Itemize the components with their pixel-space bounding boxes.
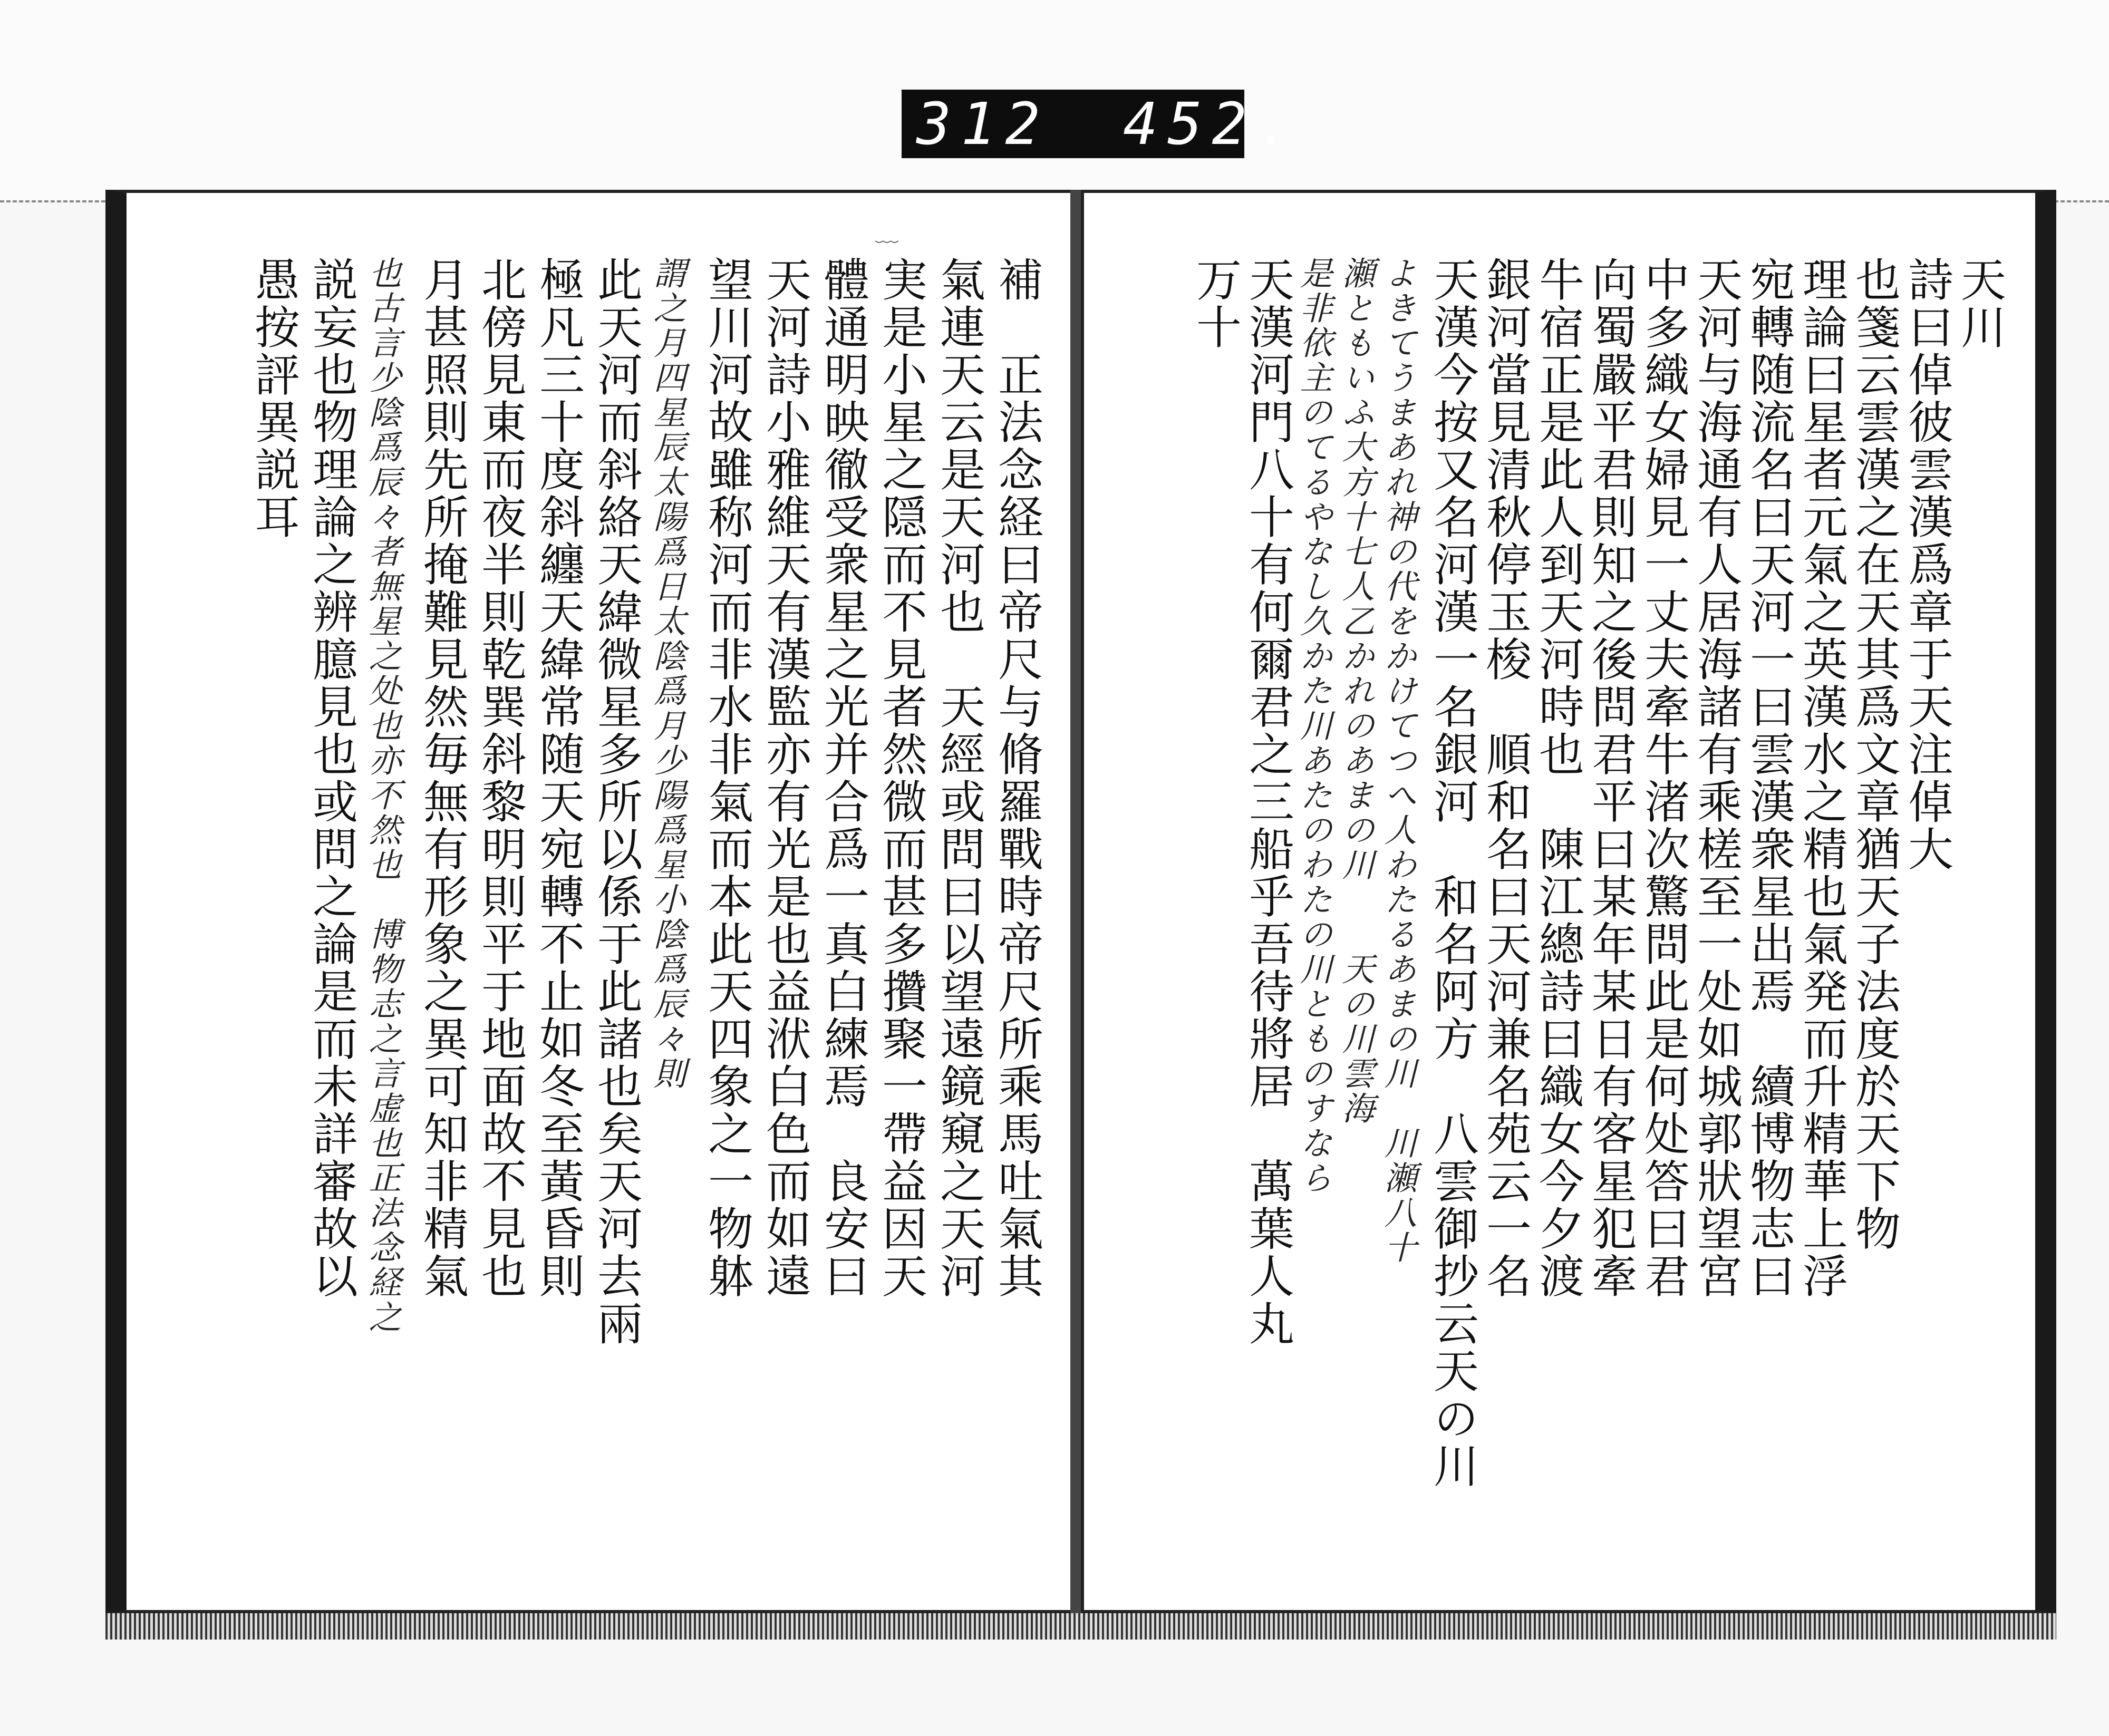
text-column: 理論曰星者元氣之英漢水之精也氣発而升精華上浮 (1795, 256, 1847, 1300)
right-page (1081, 190, 2056, 1613)
text-column: 愚按評異説耳 (247, 256, 299, 541)
archive-number-left: 312 (916, 90, 1050, 158)
text-column: 天河与海通有人居海諸有乘槎至一处如城郭狀望宮 (1689, 256, 1742, 1300)
text-column: 也古言少陰爲辰々者無星之处也亦不然也 博物志之言虚也正法念経之 (363, 256, 402, 1335)
text-column: 此天河而斜絡天緯微星多所以係于此諸也矣天河去兩 (589, 256, 642, 1347)
text-column: 詩曰倬彼雲漢爲章于天注倬大 (1900, 256, 1953, 873)
text-column: 極凡三十度斜纏天緯常随天宛轉不止如冬至黃昏則 (531, 256, 584, 1300)
text-column: 月甚照則先所掩難見然毎無有形象之異可知非精氣 (415, 256, 468, 1300)
text-column: 謂之月四星辰太陽爲日太陰爲月少陽爲星小陰爲辰々則 (648, 256, 686, 1091)
page-edges (105, 1613, 2056, 1640)
left-page (105, 190, 1076, 1613)
archive-number-right: 452. (1123, 90, 1301, 158)
archive-label (902, 90, 1301, 158)
text-column: 天河詩小雅維天有漢監亦有光是也益洑白色而如遠 (758, 256, 811, 1300)
text-column: 瀬ともいふ大方十七人乙かれのあまの川 天の川雲海 (1337, 256, 1375, 1126)
text-column: 中多織女婦見一丈夫牽牛渚次驚問此是何处答曰君 (1637, 256, 1689, 1300)
text-column: 也箋云雲漢之在天其爲文章猶天子法度於天下物 (1847, 256, 1900, 1253)
open-book (105, 190, 2056, 1640)
text-column: よきてうまあれ神の代をかけてつへ人わたるあまの川 川瀬八十 (1379, 256, 1417, 1265)
text-column: 銀河當見清秋停玉梭 順和名曰天河兼名苑云一名 (1478, 256, 1531, 1300)
text-column: 補 正法念経曰帝尺与脩羅戰時帝尺所乘馬吐氣其 (990, 256, 1043, 1300)
text-column: 是非依主のてるやなし久かた川あたのわたの川とものすなら (1294, 256, 1333, 1196)
text-column: 天漢今按又名河漢一名銀河 和名阿方 八雲御抄云天の川 (1426, 256, 1478, 1490)
text-column: 氣連天云是天河也 天經或問曰以望遠鏡窺之天河 (932, 256, 985, 1300)
text-column: 説妄也物理論之辨臆見也或問之論是而未詳審故以 (305, 256, 357, 1300)
text-column: 天漢河門八十有何爾君之三船乎吾待將居 萬葉人丸 (1241, 256, 1294, 1347)
text-column: 万十 (1188, 256, 1241, 351)
text-column: 北傍見東而夜半則乾巽斜黎明則平于地面故不見也 (473, 256, 526, 1300)
text-column: 宛轉随流名曰天河一曰雲漢衆星出焉 續博物志曰 (1742, 256, 1795, 1300)
text-column: 天川 (1953, 256, 2006, 351)
text-column: 向蜀嚴平君則知之後問君平曰某年某日有客星犯牽 (1584, 256, 1637, 1300)
text-column: 牛宿正是此人到天河時也 陳江總詩曰織女今夕渡 (1531, 256, 1584, 1300)
text-column: 望川河故雖称河而非水非氣而本此天四象之一物躰 (700, 256, 753, 1300)
page-mark: ﹏ (875, 220, 898, 247)
text-column: 體通明映徹受衆星之光并合爲一真白練焉 良安曰 (816, 256, 869, 1300)
text-column: 実是小星之隠而不見者然微而甚多攢聚一帶益因天 (874, 256, 927, 1300)
